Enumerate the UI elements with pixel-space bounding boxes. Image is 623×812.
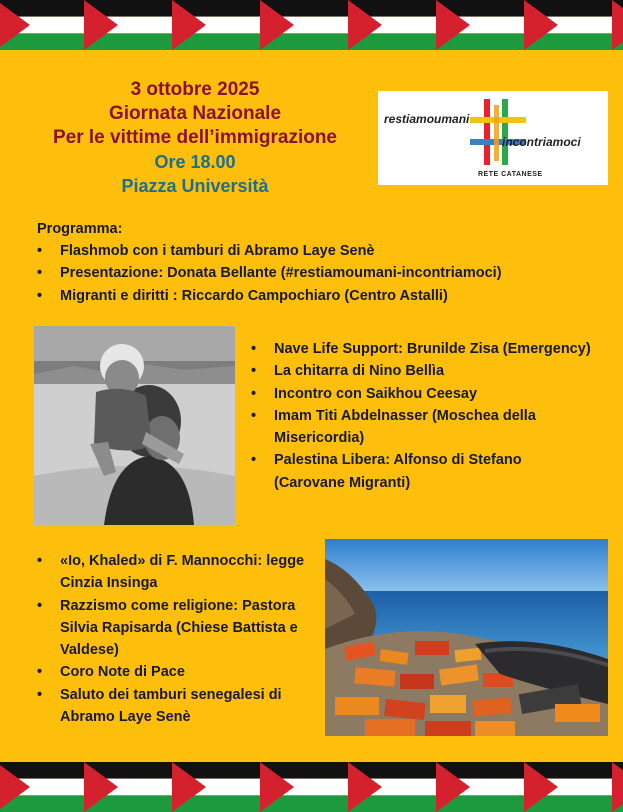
event-title-line1: Giornata Nazionale [108,103,282,124]
palestine-flag-icon [436,0,524,50]
logo-subtitle: RETE CATANESE [478,171,543,178]
event-header [40,78,350,198]
palestine-flag-icon [348,762,436,812]
palestine-flag-icon [260,762,348,812]
palestine-flags-top [0,0,623,50]
event-place: Piazza Università [121,176,269,196]
palestine-flag-icon [84,762,172,812]
lower-list [37,550,327,728]
list-item: • Migranti e diritti : Riccardo Campochiaro (Centro Astalli) [37,285,617,307]
restiamoumani-logo [378,91,608,185]
palestine-flag-icon [612,0,623,50]
program-label: Programma: [37,221,123,237]
palestine-flag-icon [524,762,612,812]
lifejackets-beach-photo [325,539,608,736]
event-title-line2: Per le vittime dell’immigrazione [52,127,338,148]
list-item: • Imam Titi Abdelnasser (Moschea della Misericordia) [251,405,591,450]
palestine-flag-icon [524,0,612,50]
middle-list [251,338,591,494]
list-item: • Incontro con Saikhou Ceesay [251,383,591,405]
hashtag-logo-icon [470,97,526,167]
program-list [37,240,617,307]
children-photo [34,326,235,525]
list-item: • Razzismo come religione: Pastora Silvia Rapisarda (Chiese Battista e Valdese) [37,595,327,662]
palestine-flag-icon [172,762,260,812]
list-item: • Presentazione: Donata Bellante (#restiamoumani-incontriamoci) [37,262,617,284]
logo-word-left: restiamoumani [384,112,470,126]
list-item: • «Io, Khaled» di F. Mannocchi: legge Cinzia Insinga [37,550,327,595]
program-section [37,218,617,307]
event-date: 3 ottobre 2025 [130,79,260,100]
palestine-flag-icon [612,762,623,812]
list-item: • Palestina Libera: Alfonso di Stefano (Carovane Migranti) [251,449,591,494]
palestine-flag-icon [348,0,436,50]
palestine-flag-icon [84,0,172,50]
palestine-flag-icon [0,0,84,50]
palestine-flag-icon [260,0,348,50]
list-item: • La chitarra di Nino Bellìa [251,360,591,382]
palestine-flag-icon [0,762,84,812]
list-item: • Flashmob con i tamburi di Abramo Laye Senè [37,240,617,262]
palestine-flags-bottom [0,762,623,812]
palestine-flag-icon [436,762,524,812]
list-item: • Saluto dei tamburi senegalesi di Abramo Laye Senè [37,684,327,729]
list-item: • Coro Note di Pace [37,661,327,683]
list-item: • Nave Life Support: Brunilde Zisa (Emergency) [251,338,591,360]
logo-word-right: incontriamoci [502,135,581,149]
palestine-flag-icon [172,0,260,50]
event-time: Ore 18.00 [154,152,236,172]
